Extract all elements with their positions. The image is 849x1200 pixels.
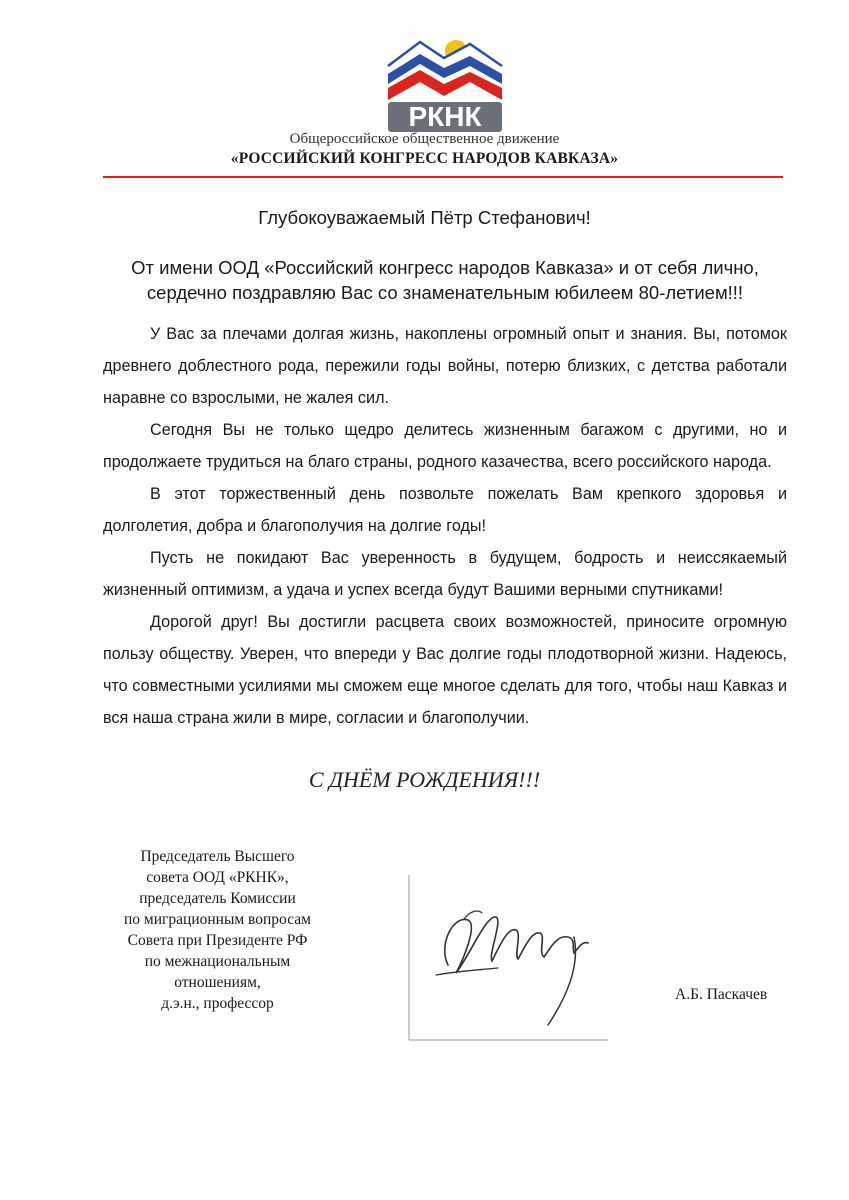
rknk-logo-emblem — [386, 36, 504, 134]
body-paragraph: Пусть не покидают Вас уверенность в будущем, бодрость и неиссякаемый жизненный оптимизм, а удача и успех всегда будут Вашими верными спутниками! — [103, 549, 787, 599]
signer-title-line: по межнациональным — [144, 953, 291, 970]
signer-title-line: по миграционным вопросам — [124, 911, 311, 928]
letter-body — [103, 318, 787, 734]
birthday-greeting: С ДНЁМ РОЖДЕНИЯ!!! — [308, 767, 541, 792]
org-subtitle: Общероссийское общественное движение — [289, 131, 560, 147]
salutation: Глубокоуважаемый Пётр Стефанович! — [258, 207, 591, 228]
signer-title-line: Председатель Высшего — [140, 848, 295, 865]
signer-title-line: Совета при Президенте РФ — [127, 932, 308, 949]
signer-name: А.Б. Паскачев — [675, 986, 768, 1003]
signer-title — [95, 846, 340, 1014]
organization-logo — [386, 36, 504, 134]
signer-title-line: отношениям, — [174, 974, 261, 991]
body-paragraph: В этот торжественный день позвольте пожелать Вам крепкого здоровья и долголетия, добра и благополучия на долгие годы! — [103, 485, 787, 535]
org-name: «РОССИЙСКИЙ КОНГРЕСС НАРОДОВ КАВКАЗА» — [230, 150, 619, 167]
signer-title-line: совета ООД «РКНК», — [146, 869, 289, 886]
intro-text — [105, 255, 785, 305]
body-paragraph: Дорогой друг! Вы достигли расцвета своих возможностей, приносите огромную пользу обществу. Уверен, что впереди у Вас долгие годы плодотворной жизни. Надеюсь, что совместными усилиями мы сможем еще многое сделать для того, чтобы наш Кавказ и вся наша страна жили в мире, согласии и благополучии. — [103, 613, 787, 727]
handwritten-signature — [408, 875, 613, 1045]
body-paragraph: Сегодня Вы не только щедро делитесь жизненным багажом с другими, но и продолжаете трудиться на благо страны, родного казачества, всего российского народа. — [103, 421, 787, 471]
signer-title-line: председатель Комиссии — [139, 890, 296, 907]
body-paragraph: У Вас за плечами долгая жизнь, накоплены огромный опыт и знания. Вы, потомок древнего доблестного рода, пережили годы войны, потерю близких, с детства работали наравне со взрослыми, не жалея сил. — [103, 325, 787, 407]
signature-scribble — [408, 875, 613, 1045]
signer-title-line: д.э.н., профессор — [161, 995, 274, 1012]
logo-text: РКНК — [408, 101, 482, 132]
intro-line-2: сердечно поздравляю Вас со знаменательным юбилеем 80-летием!!! — [146, 282, 744, 303]
intro-line-1: От имени ООД «Российский конгресс народов Кавказа» и от себя лично, — [131, 257, 759, 278]
header-divider — [103, 176, 783, 178]
